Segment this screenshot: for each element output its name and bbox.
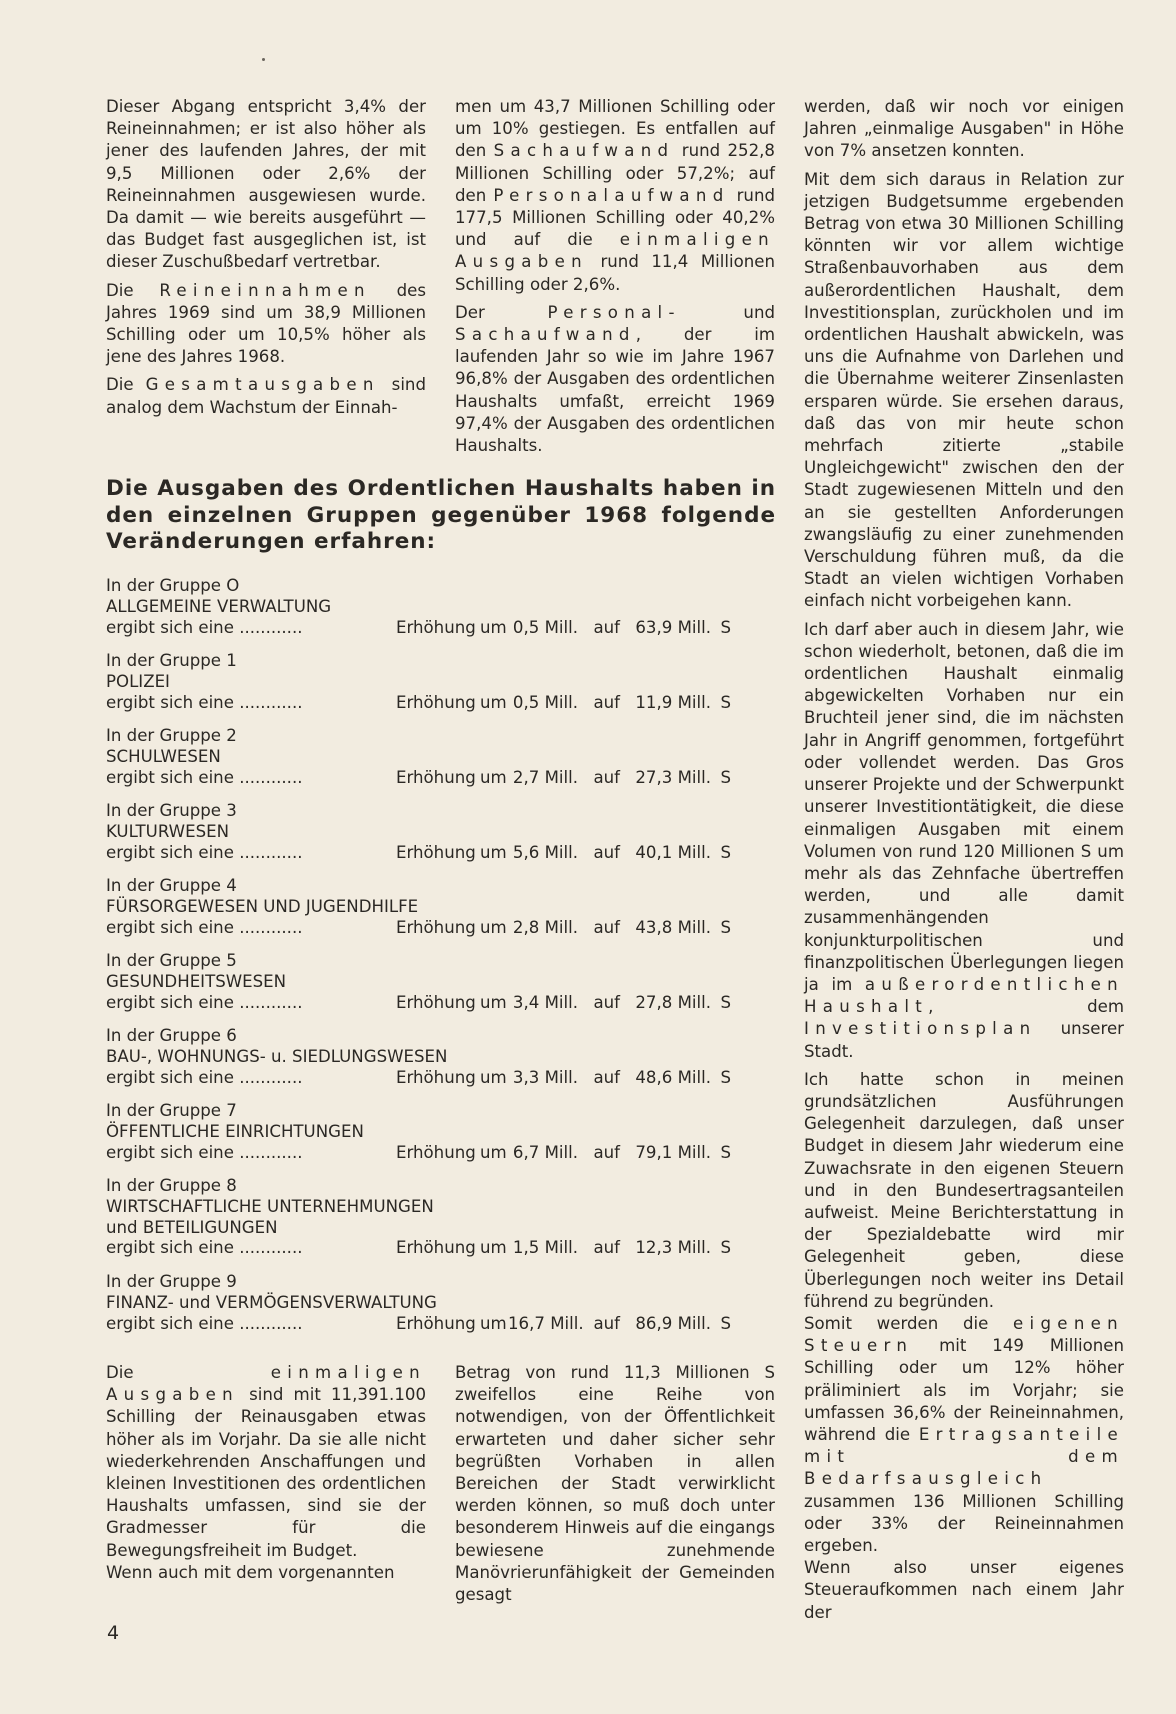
auf-text: auf	[593, 1313, 620, 1333]
change-amount: 1,5 Mill.	[512, 1238, 578, 1258]
um-text: um	[480, 1313, 507, 1333]
currency: S	[720, 992, 731, 1012]
group-label: In der Gruppe O	[106, 576, 240, 595]
group-label: In der Gruppe 9	[106, 1272, 237, 1291]
prefix-text: ergibt sich eine	[106, 617, 234, 637]
um-text: um	[480, 767, 507, 787]
currency: S	[720, 1238, 731, 1258]
prefix-text: ergibt sich eine	[106, 917, 234, 937]
um-text: um	[480, 992, 507, 1012]
budget-group	[106, 651, 776, 726]
change-amount: 5,6 Mill.	[512, 842, 578, 862]
paragraph: Dieser Abgang entspricht 3,4% der Reineinnahmen; er ist also höher als jener des laufenden Jahres, der mit 9,5 Millionen oder 2,6% der Reineinnahmen ausgewiesen wurde. Da damit — wie bereits ausgeführt — das Budget fast ausgeglichen ist, ist dieser Zuschußbedarf vertretbar.	[106, 97, 426, 272]
dot-leader: ............	[233, 842, 303, 862]
group-name-continued: und BETEILIGUNGEN	[106, 1217, 278, 1237]
group-change-row	[106, 993, 776, 1014]
group-name: FÜRSORGEWESEN UND JUGENDHILFE	[106, 896, 419, 916]
group-label: In der Gruppe 8	[106, 1176, 237, 1195]
change-amount: 0,5 Mill.	[512, 692, 578, 712]
auf-text: auf	[593, 1238, 620, 1258]
group-label: In der Gruppe 3	[106, 801, 237, 820]
dot-leader: ............	[233, 1313, 303, 1333]
group-label: In der Gruppe 6	[106, 1026, 237, 1045]
um-text: um	[480, 917, 507, 937]
group-name: BAU-, WOHNUNGS- u. SIEDLUNGSWESEN	[106, 1046, 448, 1066]
auf-text: auf	[593, 1067, 620, 1087]
change-text: Erhöhung	[396, 617, 476, 637]
group-name: KULTURWESEN	[106, 821, 230, 841]
group-label: In der Gruppe 4	[106, 876, 237, 895]
group-change-row	[106, 1238, 776, 1259]
column-left-top	[106, 96, 426, 419]
budget-groups-list	[106, 576, 776, 1347]
dot-leader: ............	[233, 1238, 303, 1258]
prefix-text: ergibt sich eine	[106, 1313, 234, 1333]
group-change-row	[106, 1143, 776, 1164]
prefix-text: ergibt sich eine	[106, 1238, 234, 1258]
auf-text: auf	[593, 1142, 620, 1162]
group-change-row	[106, 618, 776, 639]
currency: S	[720, 1142, 731, 1162]
group-change-row	[106, 768, 776, 789]
group-change-row	[106, 918, 776, 939]
currency: S	[720, 917, 731, 937]
paragraph: Der Personal- und Sachaufwand, der im laufenden Jahr so wie im Jahre 1967 96,8% der Ausgaben des ordentlichen Haushalts umfaßt, erreicht 1969 97,4% der Ausgaben des ordentlichen Haushalts.	[455, 302, 775, 456]
group-change-row	[106, 1068, 776, 1089]
change-amount: 6,7 Mill.	[512, 1142, 578, 1162]
change-text: Erhöhung	[396, 917, 476, 937]
group-name: ALLGEMEINE VERWALTUNG	[106, 596, 332, 616]
change-amount: 16,7 Mill.	[508, 1313, 584, 1333]
group-prefix	[106, 693, 396, 714]
change-amount: 3,3 Mill.	[512, 1067, 578, 1087]
total-amount: 86,9 Mill.	[635, 1313, 711, 1333]
dot-leader: ............	[233, 767, 303, 787]
prefix-text: ergibt sich eine	[106, 1142, 234, 1162]
change-text: Erhöhung	[396, 767, 476, 787]
group-label: In der Gruppe 1	[106, 651, 237, 670]
budget-group	[106, 1176, 776, 1272]
change-amount: 2,7 Mill.	[512, 767, 578, 787]
currency: S	[720, 617, 731, 637]
dot-leader: ............	[233, 1142, 303, 1162]
prefix-text: ergibt sich eine	[106, 1067, 234, 1087]
um-text: um	[480, 617, 507, 637]
total-amount: 27,8 Mill.	[635, 992, 711, 1012]
auf-text: auf	[593, 617, 620, 637]
budget-group	[106, 1272, 776, 1347]
group-name: SCHULWESEN	[106, 746, 221, 766]
um-text: um	[480, 1142, 507, 1162]
um-text: um	[480, 692, 507, 712]
change-amount: 0,5 Mill.	[512, 617, 578, 637]
group-change-row	[106, 1314, 776, 1335]
budget-group	[106, 951, 776, 1026]
group-change-row	[106, 693, 776, 714]
group-prefix	[106, 768, 396, 789]
paragraph: Wenn also unser eigenes Steueraufkommen nach einem Jahr der	[804, 1558, 1124, 1622]
total-amount: 63,9 Mill.	[635, 617, 711, 637]
dot-leader: ............	[233, 1067, 303, 1087]
auf-text: auf	[593, 692, 620, 712]
column-left-bottom	[106, 1362, 426, 1584]
auf-text: auf	[593, 992, 620, 1012]
budget-group	[106, 576, 776, 651]
change-text: Erhöhung	[396, 1142, 476, 1162]
change-text: Erhöhung	[396, 1313, 476, 1333]
prefix-text: ergibt sich eine	[106, 992, 234, 1012]
prefix-text: ergibt sich eine	[106, 692, 234, 712]
group-change-row	[106, 843, 776, 864]
budget-group	[106, 726, 776, 801]
um-text: um	[480, 1067, 507, 1087]
currency: S	[720, 1067, 731, 1087]
group-prefix	[106, 843, 396, 864]
group-prefix	[106, 918, 396, 939]
total-amount: 79,1 Mill.	[635, 1142, 711, 1162]
budget-group	[106, 1101, 776, 1176]
currency: S	[720, 692, 731, 712]
group-name: POLIZEI	[106, 671, 170, 691]
group-label: In der Gruppe 5	[106, 951, 237, 970]
total-amount: 40,1 Mill.	[635, 842, 711, 862]
group-prefix	[106, 1143, 396, 1164]
paragraph: Die Reineinnahmen des Jahres 1969 sind um 38,9 Millionen Schilling oder um 10,5% höher als jene des Jahres 1968.	[106, 280, 426, 367]
change-amount: 2,8 Mill.	[512, 917, 578, 937]
paragraph: men um 43,7 Millionen Schilling oder um 10% gestiegen. Es entfallen auf den Sachaufwand rund 252,8 Millionen Schilling oder 57,2%; auf den Personalaufwand rund 177,5 Millionen Schilling oder 40,2% und auf die einmaligen Ausgaben rund 11,4 Millionen Schilling oder 2,6%.	[455, 97, 775, 294]
change-text: Erhöhung	[396, 1238, 476, 1258]
auf-text: auf	[593, 842, 620, 862]
group-prefix	[106, 1314, 396, 1335]
budget-group	[106, 876, 776, 951]
total-amount: 43,8 Mill.	[635, 917, 711, 937]
section-heading: Die Ausgaben des Ordentlichen Haushalts haben in den einzelnen Gruppen gegenüber 1968 folgende Veränderungen erfahren:	[106, 476, 776, 554]
paragraph: Mit dem sich daraus in Relation zur jetzigen Budgetsumme ergebenden Betrag von etwa 30 Millionen Schilling könnten wir vor allem wichtige Straßenbauvorhaben aus dem außerordentlichen Haushalt, dem Investitionsplan, zurückholen und im ordentlichen Haushalt abwickeln, was uns die Aufnahme von Darlehen und die Übernahme weiterer Zinsenlasten ersparen würde. Sie ersehen daraus, daß das von mir heute schon mehrfach zitierte „stabile Ungleichgewicht" zwischen den der Stadt zugewiesenen Mitteln und den an sie gestellten Anforderungen zwangsläufig zu einer zunehmenden Verschuldung führen muß, da die Stadt an vielen wichtigen Vorhaben einfach nicht vorbeigehen kann.	[804, 169, 1124, 611]
paragraph: Die Gesamtausgaben sind analog dem Wachstum der Einnah-	[106, 375, 426, 417]
group-prefix	[106, 1238, 396, 1259]
total-amount: 27,3 Mill.	[635, 767, 711, 787]
paragraph: Wenn auch mit dem vorgenannten	[106, 1562, 395, 1582]
group-prefix	[106, 1068, 396, 1089]
change-text: Erhöhung	[396, 992, 476, 1012]
um-text: um	[480, 842, 507, 862]
currency: S	[720, 1313, 731, 1333]
um-text: um	[480, 1238, 507, 1258]
change-text: Erhöhung	[396, 1067, 476, 1087]
budget-group	[106, 801, 776, 876]
dot-leader: ............	[233, 992, 303, 1012]
group-name: ÖFFENTLICHE EINRICHTUNGEN	[106, 1121, 364, 1141]
group-prefix	[106, 618, 396, 639]
dot-leader: ............	[233, 917, 303, 937]
paragraph: werden, daß wir noch vor einigen Jahren „einmalige Ausgaben" in Höhe von 7% ansetzen konnten.	[804, 97, 1124, 161]
total-amount: 48,6 Mill.	[635, 1067, 711, 1087]
change-text: Erhöhung	[396, 842, 476, 862]
currency: S	[720, 842, 731, 862]
group-name: WIRTSCHAFTLICHE UNTERNEHMUNGEN	[106, 1196, 434, 1216]
prefix-text: ergibt sich eine	[106, 767, 234, 787]
budget-group	[106, 1026, 776, 1101]
auf-text: auf	[593, 767, 620, 787]
prefix-text: ergibt sich eine	[106, 842, 234, 862]
group-prefix	[106, 993, 396, 1014]
group-name: GESUNDHEITSWESEN	[106, 971, 287, 991]
column-right	[804, 96, 1124, 1624]
print-speck	[262, 58, 265, 61]
currency: S	[720, 767, 731, 787]
change-text: Erhöhung	[396, 692, 476, 712]
group-label: In der Gruppe 2	[106, 726, 237, 745]
column-middle-bottom	[455, 1362, 775, 1606]
page-number: 4	[107, 1622, 120, 1644]
group-label: In der Gruppe 7	[106, 1101, 237, 1120]
dot-leader: ............	[233, 692, 303, 712]
column-middle-top	[455, 96, 775, 457]
paragraph: Ich hatte schon in meinen grundsätzlichen Ausführungen Gelegenheit darzulegen, daß unser Budget in diesem Jahr wiederum eine Zuwachsrate in den eigenen Steuern und in den Bundesertragsanteilen aufweist. Meine Berichterstattung in der Spezialdebatte wird mir Gelegenheit geben, diese Überlegungen noch weiter ins Detail führend zu begründen.	[804, 1069, 1124, 1311]
paragraph: Die einmaligen Ausgaben sind mit 11,391.100 Schilling der Reinausgaben etwas höher als im Vorjahr. Da sie alle nicht wiederkehrenden Anschaffungen und kleinen Investitionen des ordentlichen Haushalts umfassen, sind sie der Gradmesser für die Bewegungsfreiheit im Budget.	[106, 1363, 426, 1560]
change-amount: 3,4 Mill.	[512, 992, 578, 1012]
paragraph: Somit werden die eigenen Steuern mit 149 Millionen Schilling oder um 12% höher präliminiert als im Vorjahr; sie umfassen 36,6% der Reineinnahmen, während die Ertragsanteile mit dem Bedarfsausgleich zusammen 136 Millionen Schilling oder 33% der Reineinnahmen ergeben.	[804, 1313, 1124, 1555]
paragraph: Ich darf aber auch in diesem Jahr, wie schon wiederholt, betonen, daß die im ordentlichen Haushalt einmalig abgewickelten Vorhaben nur ein Bruchteil jener sind, die im nächsten Jahr in Angriff genommen, fortgeführt oder vollendet werden. Das Gros unserer Projekte und der Schwerpunkt unserer Investitiontätigkeit, die diese einmaligen Ausgaben mit einem Volumen von rund 120 Millionen S um mehr als das Zehnfache übertreffen werden, und alle damit zusammenhängenden konjunkturpolitischen und finanzpolitischen Überlegungen liegen ja im außerordentlichen Haushalt, dem Investitionsplan unserer Stadt.	[804, 619, 1124, 1061]
paragraph: Betrag von rund 11,3 Millionen S zweifellos eine Reihe von notwendigen, von der Öffentlichkeit erwarteten und daher sicher sehr begrüßten Vorhaben in allen Bereichen der Stadt verwirklicht werden können, so muß doch unter besonderem Hinweis auf die eingangs bewiesene zunehmende Manövrierunfähigkeit der Gemeinden gesagt	[455, 1363, 775, 1605]
total-amount: 11,9 Mill.	[635, 692, 711, 712]
total-amount: 12,3 Mill.	[635, 1238, 711, 1258]
dot-leader: ............	[233, 617, 303, 637]
group-name: FINANZ- und VERMÖGENSVERWALTUNG	[106, 1292, 437, 1312]
auf-text: auf	[593, 917, 620, 937]
